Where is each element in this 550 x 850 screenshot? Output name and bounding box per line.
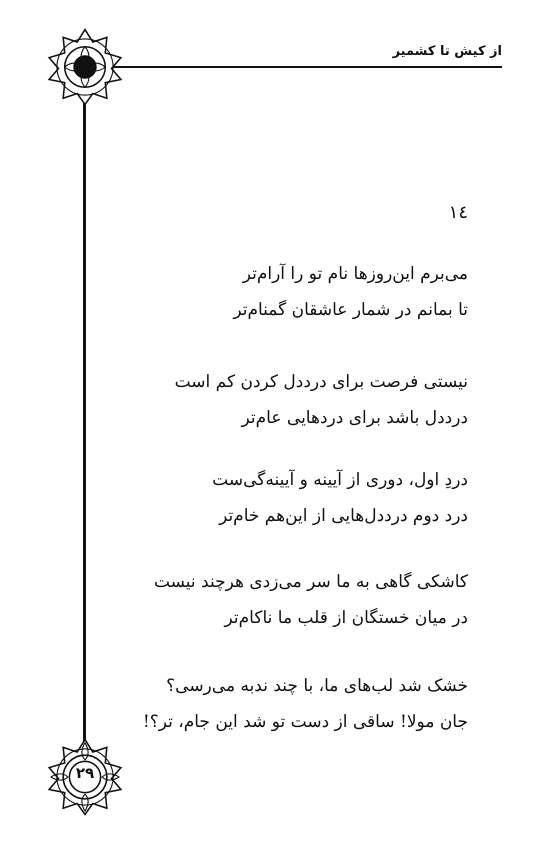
- stanza: [88, 564, 468, 636]
- stanza: [88, 462, 468, 534]
- rosette-ornament-icon: [46, 28, 124, 106]
- verse-line: درد دوم درددل‌هایی از این‌هم خام‌تر: [219, 506, 468, 526]
- page-number: ۲۹: [75, 764, 95, 782]
- poem-number: ۱٤: [448, 202, 468, 223]
- verse-line: تا بمانم در شمار عاشقان گمنام‌تر: [233, 300, 468, 320]
- verse-line: می‌برم این‌روزها نام تو را آرام‌تر: [242, 264, 468, 284]
- verse-line: جان مولا! ساقی از دست تو شد این جام، تر؟!: [142, 712, 468, 732]
- left-border-rule: [83, 70, 86, 770]
- stanza: [88, 668, 468, 740]
- verse-line: نیستی فرصت برای درددل کردن کم است: [174, 372, 468, 392]
- verse-line: خشک شد لب‌های ما، با چند ندبه می‌رسی؟: [166, 676, 468, 696]
- header-rule: [84, 66, 502, 68]
- running-title: از کیش تا کشمیر: [392, 44, 502, 59]
- stanza: [88, 256, 468, 328]
- verse-line: در میان خستگان از قلب ما ناکام‌تر: [224, 608, 468, 628]
- stanza: [88, 364, 468, 436]
- verse-line: دردِ اول، دوری از آیینه و آیینه‌گی‌ست: [212, 470, 468, 490]
- verse-line: کاشکی گاهی به ما سر می‌زدی هرچند نیست: [153, 572, 468, 592]
- verse-line: درددل باشد برای دردهایی عام‌تر: [241, 408, 468, 428]
